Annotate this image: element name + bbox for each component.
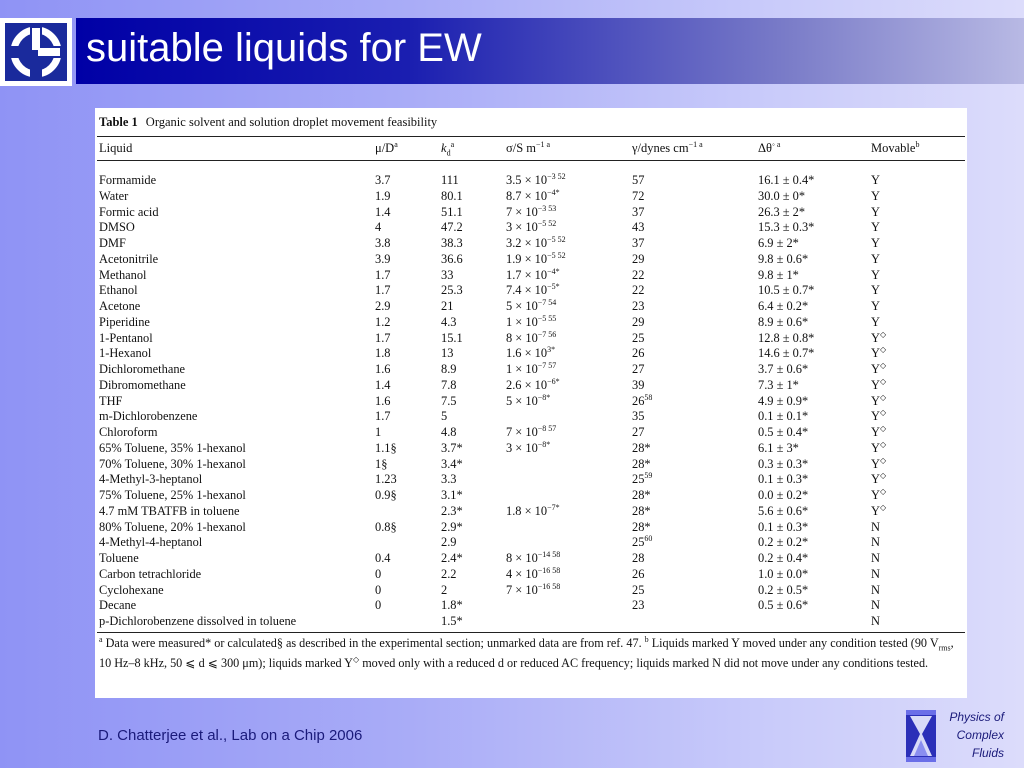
cell-kd: 36.6 — [441, 251, 463, 266]
logo-icon — [0, 18, 72, 86]
cell-movable: Y◇ — [871, 361, 887, 376]
cell-mu: 0.8§ — [375, 519, 397, 534]
title-bar — [76, 18, 1024, 84]
cell-kd: 3.7* — [441, 440, 463, 455]
cell-sigma: $7.4 \times 10^{-5*}$ — [506, 282, 560, 298]
cell-liquid: p-Dichlorobenzene dissolved in toluene — [99, 614, 297, 628]
cell-mu: 1§ — [375, 456, 388, 471]
cell-gamma: 37 — [632, 204, 645, 219]
cell-dtheta: 5.6 ± 0.6* — [758, 503, 809, 518]
table-label: Table 1 — [99, 115, 138, 129]
header-mu: $\mu/D^a$ — [375, 140, 398, 155]
cell-sigma: $8 \times 10^{-7 56}$ — [506, 329, 557, 345]
cell-liquid: 1-Pentanol — [99, 330, 153, 345]
cell-dtheta: 12.8 ± 0.8* — [758, 330, 815, 345]
table-row — [95, 172, 967, 188]
table-row — [95, 235, 967, 251]
cell-gamma: 22 — [632, 283, 645, 298]
table-row — [95, 393, 967, 409]
cell-liquid: THF — [99, 393, 123, 408]
cell-sigma: $3 \times 10^{-5 52}$ — [506, 219, 557, 235]
cell-kd: 25.3 — [441, 283, 463, 298]
table-row — [95, 534, 967, 550]
cell-mu: 1 — [375, 425, 382, 439]
cell-mu: 1.1§ — [375, 440, 397, 455]
cell-dtheta: 0.2 ± 0.2* — [758, 535, 809, 550]
cell-gamma: $25^{59}$ — [632, 471, 653, 487]
table-row — [95, 424, 967, 440]
cell-sigma: $1.9 \times 10^{-5 52}$ — [506, 250, 566, 266]
cell-liquid: Toluene — [99, 551, 139, 565]
cell-liquid: m-Dichlorobenzene — [99, 409, 198, 424]
cell-dtheta: 0.5 ± 0.6* — [758, 598, 809, 613]
cell-mu: 1.9 — [375, 188, 391, 203]
cell-movable: Y — [871, 188, 880, 203]
cell-dtheta: 0.3 ± 0.3* — [758, 456, 809, 471]
cell-mu: 3.8 — [375, 236, 391, 250]
cell-mu: 0 — [375, 582, 382, 597]
cell-kd: 4.3 — [441, 314, 457, 329]
cell-sigma: $8.7 \times 10^{-4*}$ — [506, 187, 560, 203]
org-line-3: Fluids — [971, 746, 1004, 760]
cell-dtheta: 9.8 ± 0.6* — [758, 251, 809, 266]
cell-liquid: 65% Toluene, 35% 1-hexanol — [99, 440, 246, 455]
cell-kd: 2.4* — [441, 551, 463, 565]
cell-gamma: 25 — [632, 330, 645, 345]
cell-gamma: 26 — [632, 566, 645, 581]
header-movable: Movable$^b$ — [871, 140, 920, 155]
cell-liquid: Piperidine — [99, 314, 150, 329]
cell-liquid: Formamide — [99, 173, 157, 187]
cell-gamma: 27 — [632, 425, 645, 439]
citation: D. Chatterjee et al., Lab on a Chip 2006 — [98, 727, 363, 744]
table-row — [95, 314, 967, 330]
cell-liquid: 75% Toluene, 25% 1-hexanol — [99, 488, 246, 502]
cell-mu: 1.7 — [375, 267, 391, 282]
cell-mu: 3.7 — [375, 173, 391, 187]
table-caption — [99, 115, 437, 130]
cell-sigma: $4 \times 10^{-16 58}$ — [506, 565, 561, 581]
cell-dtheta: 0.1 ± 0.3* — [758, 519, 809, 534]
cell-sigma: $7 \times 10^{-3 53}$ — [506, 203, 557, 219]
cell-kd: 51.1 — [441, 204, 463, 219]
cell-movable: Y◇ — [871, 408, 887, 424]
cell-movable: Y◇ — [871, 329, 887, 345]
cell-gamma: 43 — [632, 220, 645, 235]
cell-kd: 111 — [441, 173, 459, 187]
cell-kd: 13 — [441, 346, 454, 361]
org-line-1: Physics of — [949, 710, 1004, 724]
cell-sigma: $1.7 \times 10^{-4*}$ — [506, 266, 560, 282]
cell-dtheta: 6.9 ± 2* — [758, 236, 799, 250]
cell-kd: 3.4* — [441, 456, 463, 471]
cell-gamma: 35 — [632, 409, 645, 424]
org-name — [949, 708, 1004, 762]
cell-liquid: 4-Methyl-3-heptanol — [99, 472, 203, 487]
cell-liquid: Decane — [99, 598, 137, 613]
cell-mu: 1.7 — [375, 409, 391, 424]
cell-gamma: 25 — [632, 582, 645, 597]
header-gamma: γ/dynes $cm^{-1 a}$ — [632, 140, 703, 155]
cell-movable: Y◇ — [871, 345, 887, 361]
cell-sigma: $1 \times 10^{-5 55}$ — [506, 313, 557, 329]
table-row — [95, 330, 967, 346]
cell-sigma: $3.2 \times 10^{-5 52}$ — [506, 235, 566, 250]
cell-liquid: Dibromomethane — [99, 377, 186, 392]
cell-sigma: $5 \times 10^{-8*}$ — [506, 392, 551, 408]
cell-movable: Y — [871, 204, 880, 219]
table-row — [95, 267, 967, 283]
cell-movable: Y — [871, 251, 880, 266]
table-row — [95, 219, 967, 235]
cell-dtheta: 10.5 ± 0.7* — [758, 283, 815, 298]
table-row — [95, 613, 967, 629]
cell-liquid: Methanol — [99, 267, 147, 282]
cell-kd: 21 — [441, 299, 454, 313]
cell-dtheta: 0.1 ± 0.1* — [758, 409, 809, 424]
cell-mu: 0.9§ — [375, 488, 397, 502]
cell-kd: 2.9 — [441, 535, 457, 550]
cell-kd: 1.8* — [441, 598, 463, 613]
table-row — [95, 597, 967, 613]
cell-kd: 15.1 — [441, 330, 463, 345]
cell-kd: 8.9 — [441, 362, 457, 376]
cell-movable: N — [871, 519, 880, 534]
cell-liquid: Ethanol — [99, 283, 138, 298]
cell-dtheta: 30.0 ± 0* — [758, 188, 806, 203]
cell-gamma: 28* — [632, 488, 651, 502]
cell-kd: 2.9* — [441, 519, 463, 534]
cell-movable: Y — [871, 267, 880, 282]
cell-liquid: Water — [99, 188, 129, 203]
table-row — [95, 251, 967, 267]
cell-kd: 3.1* — [441, 488, 463, 502]
cell-kd: 7.5 — [441, 393, 457, 408]
cell-gamma: 26 — [632, 346, 645, 361]
cell-movable: Y — [871, 236, 880, 250]
hourglass-icon — [906, 710, 936, 762]
cell-kd: 47.2 — [441, 220, 463, 235]
cell-movable: Y◇ — [871, 424, 887, 439]
cell-sigma: $5 \times 10^{-7 54}$ — [506, 298, 557, 313]
cell-liquid: 4-Methyl-4-heptanol — [99, 535, 203, 550]
cell-sigma: $3.5 \times 10^{-3 52}$ — [506, 172, 566, 187]
cell-movable: Y◇ — [871, 455, 887, 471]
cell-liquid: 4.7 mM TBATFB in toluene — [99, 503, 240, 518]
cell-sigma: $3 \times 10^{-8*}$ — [506, 439, 551, 455]
cell-liquid: DMSO — [99, 220, 135, 235]
cell-mu: 1.6 — [375, 362, 391, 376]
bottom-rule — [97, 632, 965, 633]
cell-dtheta: 14.6 ± 0.7* — [758, 346, 815, 361]
cell-movable: N — [871, 535, 880, 550]
cell-gamma: 28* — [632, 519, 651, 534]
cell-kd: 5 — [441, 409, 448, 424]
cell-movable: Y — [871, 220, 880, 235]
table-row — [95, 503, 967, 519]
slide-title: suitable liquids for EW — [86, 26, 482, 70]
table-row — [95, 361, 967, 377]
table-row — [95, 282, 967, 298]
table-row — [95, 188, 967, 204]
cell-mu: 4 — [375, 220, 382, 235]
cell-sigma: $7 \times 10^{-16 58}$ — [506, 581, 561, 597]
cell-movable: Y◇ — [871, 487, 887, 502]
cell-liquid: Acetonitrile — [99, 251, 159, 266]
institute-logo — [0, 18, 72, 86]
cell-dtheta: 0.2 ± 0.4* — [758, 551, 809, 565]
table-row — [95, 440, 967, 456]
cell-sigma: $1 \times 10^{-7 57}$ — [506, 361, 557, 376]
cell-liquid: Acetone — [99, 299, 141, 313]
top-rule — [97, 136, 965, 137]
cell-mu: 1.7 — [375, 330, 391, 345]
header-dtheta: $\Delta\theta^{◦ a}$ — [758, 140, 781, 155]
cell-movable: N — [871, 566, 880, 581]
cell-mu: 0.4 — [375, 551, 391, 565]
cell-dtheta: 0.0 ± 0.2* — [758, 488, 809, 502]
cell-movable: N — [871, 582, 880, 597]
cell-gamma: 28* — [632, 503, 651, 518]
header-liquid: Liquid — [99, 141, 133, 155]
cell-movable: Y◇ — [871, 392, 887, 408]
cell-movable: N — [871, 598, 880, 613]
cell-mu: 0 — [375, 598, 382, 613]
cell-gamma: 37 — [632, 236, 645, 250]
cell-dtheta: 4.9 ± 0.9* — [758, 393, 809, 408]
table-row — [95, 377, 967, 393]
table-row — [95, 298, 967, 314]
table-row — [95, 487, 967, 503]
cell-gamma: 23 — [632, 299, 645, 313]
cell-kd: 2.3* — [441, 503, 463, 518]
table-row — [95, 408, 967, 424]
cell-kd: 7.8 — [441, 377, 457, 392]
cell-liquid: 70% Toluene, 30% 1-hexanol — [99, 456, 246, 471]
cell-kd: 80.1 — [441, 188, 463, 203]
cell-liquid: DMF — [99, 236, 126, 250]
cell-liquid: 80% Toluene, 20% 1-hexanol — [99, 519, 246, 534]
cell-gamma: 72 — [632, 188, 645, 203]
cell-kd: 2.2 — [441, 566, 457, 581]
cell-movable: Y — [871, 283, 880, 298]
cell-mu: 1.4 — [375, 377, 391, 392]
org-line-2: Complex — [956, 728, 1004, 742]
cell-sigma: $1.6 \times 10^{3*}$ — [506, 345, 556, 361]
cell-kd: 38.3 — [441, 236, 463, 250]
cell-movable: Y — [871, 173, 880, 187]
table-row — [95, 204, 967, 220]
cell-dtheta: 7.3 ± 1* — [758, 377, 799, 392]
cell-dtheta: 0.2 ± 0.5* — [758, 582, 809, 597]
table-image — [95, 108, 967, 698]
cell-kd: 3.3 — [441, 472, 457, 487]
table-caption-text: Organic solvent and solution droplet movement feasibility — [145, 115, 438, 129]
cell-dtheta: 16.1 ± 0.4* — [758, 173, 815, 187]
cell-gamma: $26^{58}$ — [632, 392, 653, 408]
table-row — [95, 566, 967, 582]
cell-gamma: 57 — [632, 173, 645, 187]
header-kd: $k_d^a$ — [441, 140, 455, 158]
cell-kd: 33 — [441, 267, 454, 282]
cell-liquid: Cyclohexane — [99, 582, 164, 597]
table-row — [95, 345, 967, 361]
cell-gamma: 39 — [632, 377, 645, 392]
cell-movable: Y — [871, 314, 880, 329]
cell-dtheta: 6.1 ± 3* — [758, 440, 799, 455]
header-rule — [97, 160, 965, 161]
cell-liquid: Chloroform — [99, 425, 158, 439]
cell-mu: 1.6 — [375, 393, 391, 408]
cell-sigma: $8 \times 10^{-14 58}$ — [506, 550, 561, 565]
cell-gamma: 28* — [632, 440, 651, 455]
table-row — [95, 456, 967, 472]
cell-gamma: 28* — [632, 456, 651, 471]
cell-movable: N — [871, 614, 880, 628]
cell-movable: Y◇ — [871, 439, 887, 455]
cell-dtheta: 6.4 ± 0.2* — [758, 299, 809, 313]
cell-dtheta: 15.3 ± 0.3* — [758, 220, 815, 235]
table-row — [95, 519, 967, 535]
cell-dtheta: 8.9 ± 0.6* — [758, 314, 809, 329]
cell-movable: Y◇ — [871, 471, 887, 487]
cell-gamma: 22 — [632, 267, 645, 282]
cell-dtheta: 0.5 ± 0.4* — [758, 425, 809, 439]
cell-dtheta: 1.0 ± 0.0* — [758, 566, 809, 581]
cell-movable: N — [871, 551, 880, 565]
cell-mu: 1.4 — [375, 204, 391, 219]
cell-gamma: 29 — [632, 314, 645, 329]
cell-dtheta: 0.1 ± 0.3* — [758, 472, 809, 487]
cell-mu: 1.7 — [375, 283, 391, 298]
cell-dtheta: 26.3 ± 2* — [758, 204, 806, 219]
cell-kd: 2 — [441, 582, 448, 597]
cell-mu: 1.2 — [375, 314, 391, 329]
cell-mu: 1.23 — [375, 472, 397, 487]
cell-mu: 0 — [375, 566, 382, 581]
cell-gamma: 27 — [632, 362, 645, 376]
cell-mu: 2.9 — [375, 299, 391, 313]
cell-mu: 1.8 — [375, 346, 391, 361]
header-sigma: σ/S $m^{-1 a}$ — [506, 140, 551, 155]
cell-kd: 1.5* — [441, 614, 463, 628]
cell-gamma: 29 — [632, 251, 645, 266]
cell-gamma: 23 — [632, 598, 645, 613]
cell-dtheta: 3.7 ± 0.6* — [758, 362, 809, 376]
cell-liquid: 1-Hexanol — [99, 346, 152, 361]
table-row — [95, 582, 967, 598]
cell-movable: Y◇ — [871, 376, 887, 392]
cell-sigma: $1.8 \times 10^{-7*}$ — [506, 502, 560, 518]
cell-mu: 3.9 — [375, 251, 391, 266]
cell-movable: Y — [871, 299, 880, 313]
cell-liquid: Carbon tetrachloride — [99, 566, 202, 581]
cell-liquid: Formic acid — [99, 204, 159, 219]
cell-gamma: $25^{60}$ — [632, 534, 653, 550]
table-footnote: $^a$ Data were measured* or calculated§ as described in the experimental section; unmarked data are from ref. 47. $^b$ Liquids marked Y moved under any condition tested (90 $V_{rms}$, 10 Hz–8 kHz, 50 ⩽ d ⩽ 300 μm); liquids marked Y◇ moved only with a reduced d or reduced AC frequency; liquids marked N did not move under any conditions tested. — [99, 635, 954, 670]
table-row — [95, 550, 967, 566]
table-row — [95, 471, 967, 487]
cell-gamma: 28 — [632, 551, 645, 565]
cell-sigma: $7 \times 10^{-8 57}$ — [506, 424, 557, 439]
cell-liquid: Dichloromethane — [99, 362, 186, 376]
cell-sigma: $2.6 \times 10^{-6*}$ — [506, 376, 560, 392]
cell-kd: 4.8 — [441, 425, 457, 439]
cell-movable: Y◇ — [871, 502, 887, 518]
cell-dtheta: 9.8 ± 1* — [758, 267, 799, 282]
